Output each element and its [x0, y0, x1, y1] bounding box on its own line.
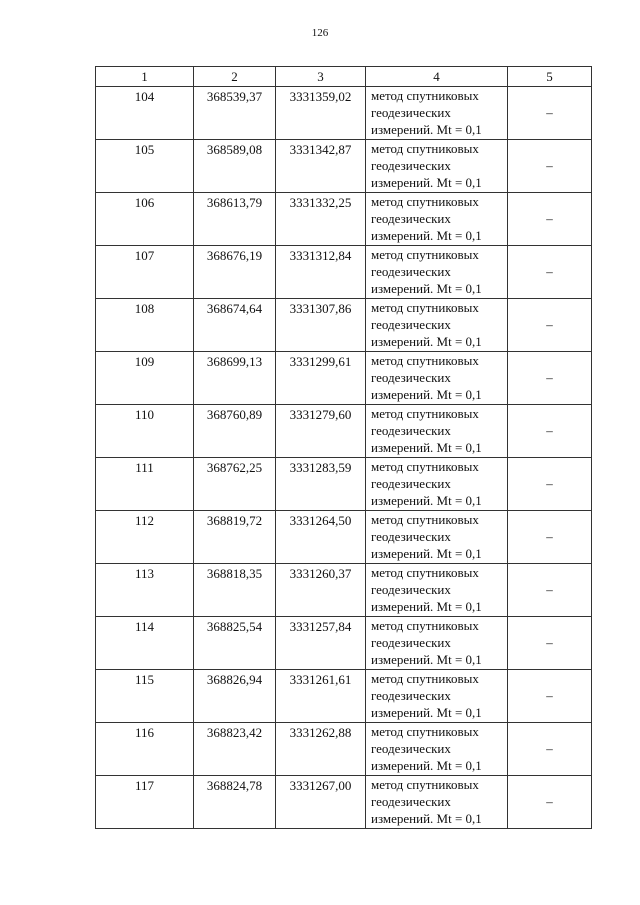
- method-text-line: геодезических: [371, 158, 451, 173]
- y-coordinate-cell: 3331332,25: [276, 193, 366, 246]
- method-text-line: геодезических: [371, 741, 451, 756]
- y-coordinate-cell: 3331279,60: [276, 405, 366, 458]
- method-text-line: измерений. Mt = 0,1: [371, 334, 482, 349]
- table-row: [96, 564, 592, 617]
- method-text-line: метод спутниковых: [371, 194, 479, 209]
- method-text-line: метод спутниковых: [371, 459, 479, 474]
- method-text-line: геодезических: [371, 582, 451, 597]
- method-text-line: метод спутниковых: [371, 512, 479, 527]
- method-text-line: геодезических: [371, 211, 451, 226]
- table-row: [96, 670, 592, 723]
- method-text-line: метод спутниковых: [371, 353, 479, 368]
- method-text-line: геодезических: [371, 317, 451, 332]
- method-text-line: метод спутниковых: [371, 777, 479, 792]
- table-row: [96, 405, 592, 458]
- x-coordinate-cell: 368539,37: [194, 87, 276, 140]
- column-header-4: 4: [366, 67, 508, 87]
- dash-cell: –: [508, 776, 592, 829]
- method-cell: [366, 246, 508, 299]
- dash-cell: –: [508, 617, 592, 670]
- x-coordinate-cell: 368674,64: [194, 299, 276, 352]
- x-coordinate-cell: 368825,54: [194, 617, 276, 670]
- column-header-3: 3: [276, 67, 366, 87]
- method-text-line: измерений. Mt = 0,1: [371, 652, 482, 667]
- column-header-2: 2: [194, 67, 276, 87]
- point-number-cell: 113: [96, 564, 194, 617]
- method-text-line: геодезических: [371, 423, 451, 438]
- y-coordinate-cell: 3331307,86: [276, 299, 366, 352]
- dash-cell: –: [508, 723, 592, 776]
- method-text-line: геодезических: [371, 529, 451, 544]
- point-number-cell: 116: [96, 723, 194, 776]
- method-text-line: измерений. Mt = 0,1: [371, 705, 482, 720]
- y-coordinate-cell: 3331264,50: [276, 511, 366, 564]
- method-cell: [366, 723, 508, 776]
- method-cell: [366, 405, 508, 458]
- y-coordinate-cell: 3331342,87: [276, 140, 366, 193]
- method-cell: [366, 776, 508, 829]
- method-text-line: измерений. Mt = 0,1: [371, 122, 482, 137]
- dash-cell: –: [508, 246, 592, 299]
- table-header-row: [96, 67, 592, 87]
- y-coordinate-cell: 3331261,61: [276, 670, 366, 723]
- point-number-cell: 108: [96, 299, 194, 352]
- method-text-line: метод спутниковых: [371, 618, 479, 633]
- method-cell: [366, 564, 508, 617]
- x-coordinate-cell: 368699,13: [194, 352, 276, 405]
- method-cell: [366, 87, 508, 140]
- method-text-line: геодезических: [371, 635, 451, 650]
- method-text-line: метод спутниковых: [371, 671, 479, 686]
- point-number-cell: 109: [96, 352, 194, 405]
- method-cell: [366, 458, 508, 511]
- method-text-line: метод спутниковых: [371, 141, 479, 156]
- point-number-cell: 104: [96, 87, 194, 140]
- method-cell: [366, 670, 508, 723]
- method-text-line: измерений. Mt = 0,1: [371, 440, 482, 455]
- point-number-cell: 115: [96, 670, 194, 723]
- x-coordinate-cell: 368589,08: [194, 140, 276, 193]
- dash-cell: –: [508, 564, 592, 617]
- point-number-cell: 112: [96, 511, 194, 564]
- method-cell: [366, 299, 508, 352]
- point-number-cell: 117: [96, 776, 194, 829]
- y-coordinate-cell: 3331260,37: [276, 564, 366, 617]
- dash-cell: –: [508, 299, 592, 352]
- method-text-line: измерений. Mt = 0,1: [371, 811, 482, 826]
- method-text-line: метод спутниковых: [371, 247, 479, 262]
- x-coordinate-cell: 368762,25: [194, 458, 276, 511]
- method-text-line: метод спутниковых: [371, 300, 479, 315]
- dash-cell: –: [508, 670, 592, 723]
- dash-cell: –: [508, 140, 592, 193]
- method-text-line: измерений. Mt = 0,1: [371, 228, 482, 243]
- method-cell: [366, 352, 508, 405]
- x-coordinate-cell: 368760,89: [194, 405, 276, 458]
- table-row: [96, 246, 592, 299]
- method-text-line: геодезических: [371, 688, 451, 703]
- table-row: [96, 352, 592, 405]
- method-text-line: измерений. Mt = 0,1: [371, 493, 482, 508]
- table-row: [96, 723, 592, 776]
- method-text-line: измерений. Mt = 0,1: [371, 175, 482, 190]
- method-text-line: геодезических: [371, 105, 451, 120]
- method-text-line: измерений. Mt = 0,1: [371, 599, 482, 614]
- table-body: [96, 87, 592, 829]
- column-header-5: 5: [508, 67, 592, 87]
- y-coordinate-cell: 3331359,02: [276, 87, 366, 140]
- table-row: [96, 511, 592, 564]
- method-text-line: метод спутниковых: [371, 406, 479, 421]
- method-cell: [366, 193, 508, 246]
- method-text-line: метод спутниковых: [371, 724, 479, 739]
- x-coordinate-cell: 368819,72: [194, 511, 276, 564]
- column-header-1: 1: [96, 67, 194, 87]
- x-coordinate-cell: 368826,94: [194, 670, 276, 723]
- method-text-line: геодезических: [371, 264, 451, 279]
- method-text-line: метод спутниковых: [371, 88, 479, 103]
- dash-cell: –: [508, 405, 592, 458]
- dash-cell: –: [508, 87, 592, 140]
- table-row: [96, 299, 592, 352]
- method-cell: [366, 617, 508, 670]
- method-text-line: измерений. Mt = 0,1: [371, 387, 482, 402]
- method-text-line: метод спутниковых: [371, 565, 479, 580]
- method-cell: [366, 140, 508, 193]
- method-text-line: геодезических: [371, 476, 451, 491]
- page-number: 126: [311, 27, 329, 39]
- table-row: [96, 193, 592, 246]
- y-coordinate-cell: 3331283,59: [276, 458, 366, 511]
- method-text-line: измерений. Mt = 0,1: [371, 758, 482, 773]
- y-coordinate-cell: 3331299,61: [276, 352, 366, 405]
- x-coordinate-cell: 368818,35: [194, 564, 276, 617]
- dash-cell: –: [508, 458, 592, 511]
- x-coordinate-cell: 368824,78: [194, 776, 276, 829]
- coordinates-table: [95, 66, 592, 829]
- point-number-cell: 114: [96, 617, 194, 670]
- dash-cell: –: [508, 511, 592, 564]
- table-row: [96, 140, 592, 193]
- y-coordinate-cell: 3331257,84: [276, 617, 366, 670]
- method-text-line: геодезических: [371, 370, 451, 385]
- method-text-line: геодезических: [371, 794, 451, 809]
- point-number-cell: 111: [96, 458, 194, 511]
- x-coordinate-cell: 368613,79: [194, 193, 276, 246]
- dash-cell: –: [508, 352, 592, 405]
- point-number-cell: 107: [96, 246, 194, 299]
- x-coordinate-cell: 368676,19: [194, 246, 276, 299]
- y-coordinate-cell: 3331312,84: [276, 246, 366, 299]
- method-cell: [366, 511, 508, 564]
- method-text-line: измерений. Mt = 0,1: [371, 546, 482, 561]
- table-row: [96, 617, 592, 670]
- method-text-line: измерений. Mt = 0,1: [371, 281, 482, 296]
- table-row: [96, 87, 592, 140]
- point-number-cell: 106: [96, 193, 194, 246]
- dash-cell: –: [508, 193, 592, 246]
- x-coordinate-cell: 368823,42: [194, 723, 276, 776]
- point-number-cell: 110: [96, 405, 194, 458]
- y-coordinate-cell: 3331262,88: [276, 723, 366, 776]
- y-coordinate-cell: 3331267,00: [276, 776, 366, 829]
- point-number-cell: 105: [96, 140, 194, 193]
- table-row: [96, 458, 592, 511]
- table-row: [96, 776, 592, 829]
